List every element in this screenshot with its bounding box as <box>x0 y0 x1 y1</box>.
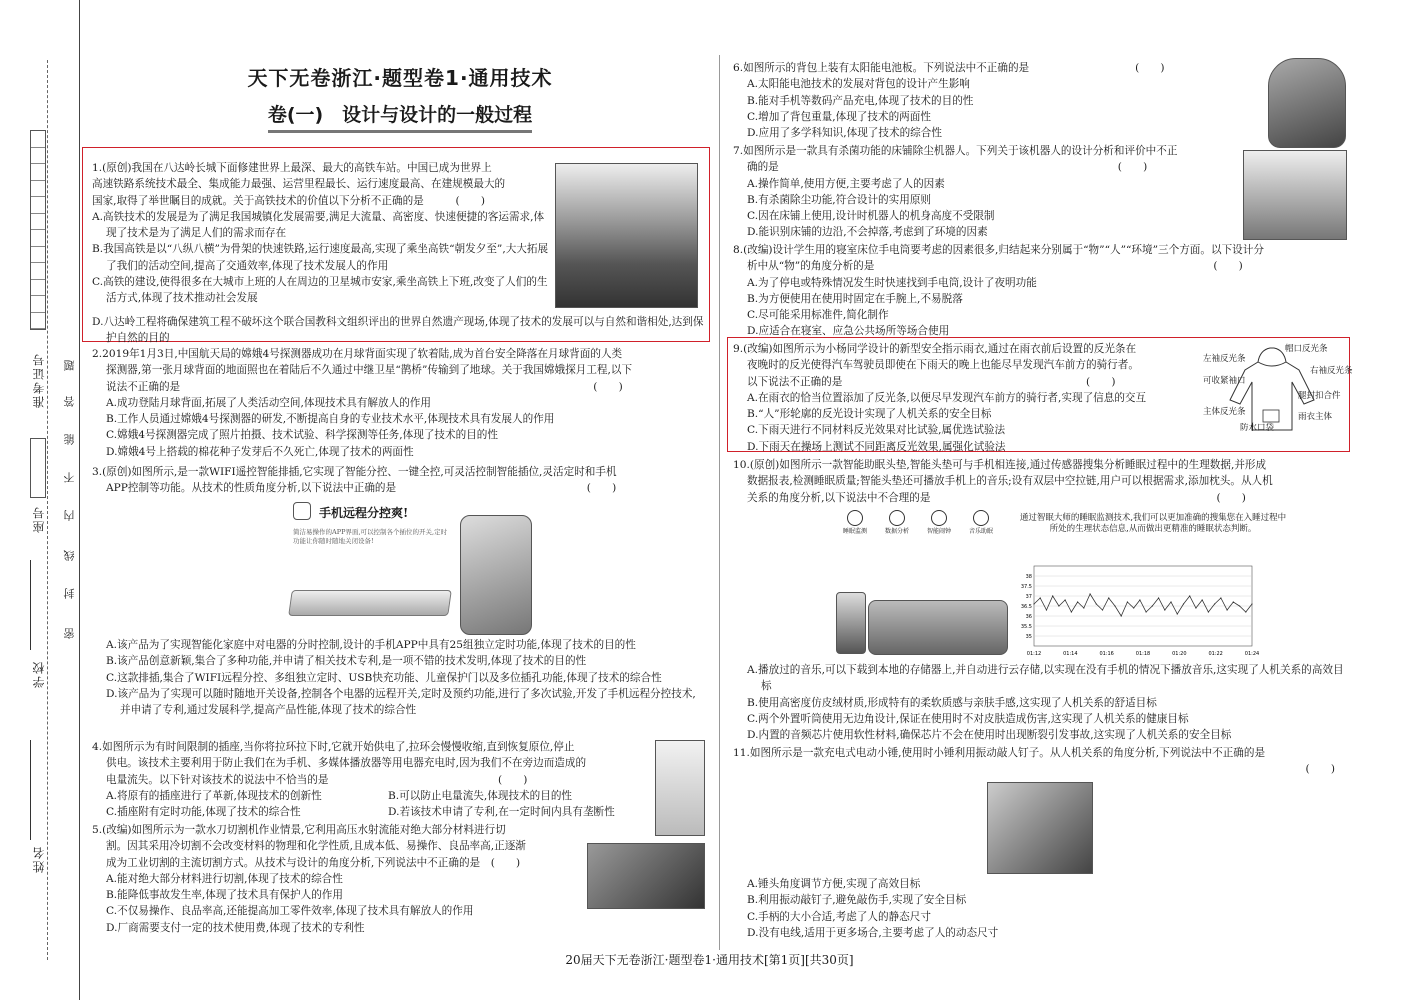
option: B.我国高铁是以“八纵八横”为骨架的快速铁路,运行速度最高,实现了乘坐高铁“朝发夕至”,大大拓展了我们的活动空间,提高了交通效率,体现了技术发展人的作用 <box>92 243 549 272</box>
option: A.能对绝大部分材料进行切割,体现了技术的综合性 <box>106 872 343 885</box>
option: D.若该技术申请了专利,在一定时间内具有垄断性 <box>388 806 615 819</box>
option: B.利用振动敲钉子,避免敲伤手,实现了安全目标 <box>747 894 967 907</box>
seal-char: 答 <box>63 396 76 407</box>
data-point <box>1102 609 1103 610</box>
data-point <box>1195 607 1196 608</box>
question-5: 5.(改编)如图所示为一款水刀切割机作业情景,它利用高压水射流能对绝大部分材料进行切 割。因其采用冷切割不会改变材料的物理和化学性质,且成本低、易操作、良品率高,正逐渐 成为工业切割的主流切割方式。从技术与设计的角度分析,下列说法中不正确的是 ( ) A.能对绝大部分材料进行切割,体现了技术的综合性 B.能降低事故发生率,体现了技术具有保护人的作用 C.不仅易操作、良品率高,还能提高加工零件效率,体现了技术具有解放人的作用 D.厂商需要支付一定的技术使用费,体现了技术的专利性 <box>92 822 592 936</box>
data-point <box>1183 603 1184 604</box>
sleep-pillow-image <box>868 600 1008 655</box>
data-point <box>1146 611 1147 612</box>
x-tick-label: 01:20 <box>1172 651 1187 657</box>
label-cuff: 可收紧袖口 <box>1203 376 1246 386</box>
question-4-options-b-d <box>388 788 668 821</box>
data-point <box>1208 611 1209 612</box>
option: D.应用了多学科知识,体现了技术的综合性 <box>747 127 942 140</box>
question-9: 9.(改编)如图所示为小杨同学设计的新型安全指示雨衣,通过在雨衣前后设置的反光条在 夜晚时的反光使得汽车驾驶员即使在下雨天的晚上也能尽早发现汽车前方的骑行者。 以下说法不正确的是 ( ) A.在雨衣的恰当位置添加了反光条,以便尽早发现汽车前方的骑行者,实现了信息的交互 B.“人”形轮廓的反光设计实现了人机关系的安全目标 C.下雨天进行不同材料反光效果对比试验,属优选试验法 D.下雨天在操场上测试不同距离反光效果,属强化试验法 <box>733 341 1203 455</box>
data-point <box>1139 599 1140 600</box>
x-tick-label: 01:18 <box>1135 651 1151 657</box>
option: A.太阳能电池技术的发展对背包的设计产生影响 <box>747 78 970 91</box>
option: A.锤头角度调节方便,实现了高效目标 <box>747 878 921 890</box>
question-4-options-a-c <box>106 788 386 821</box>
sleep-data-chart <box>1012 562 1260 660</box>
data-point <box>1164 609 1165 610</box>
y-tick-label: 37.5 <box>1020 584 1032 590</box>
data-point <box>1114 605 1115 606</box>
page-title: 天下无卷浙江·题型卷1·通用技术 <box>247 66 553 90</box>
option: B.为方便使用在使用时固定在手腕上,不易脱落 <box>747 292 963 305</box>
option: D.厂商需要支付一定的技术使用费,体现了技术的专利性 <box>106 921 365 934</box>
option: B.“人”形轮廓的反光设计实现了人机关系的安全目标 <box>747 408 992 421</box>
data-point <box>1202 599 1203 600</box>
y-tick-label: 36.5 <box>1020 604 1032 610</box>
seal-char: 不 <box>63 472 76 483</box>
data-point <box>1046 609 1047 610</box>
option: C.不仅易操作、良品率高,还能提高加工零件效率,体现了技术具有解放人的作用 <box>106 905 474 918</box>
question-4: 4.如图所示为有时间限制的插座,当你将拉环拉下时,它就开始供电了,拉环会慢慢收缩,直到恢复原位,停止 供电。该技术主要利用于防止我们在为手机、多媒体播放器等用电器充电时,因为我们不在旁边而造成的 电量流失。以下针对该技术的说法中不恰当的是 ( ) <box>92 741 587 786</box>
option: B.该产品创意新颖,集合了多种功能,并申请了相关技术专利,是一项不错的技术发明,体现了技术的目的性 <box>106 655 587 668</box>
power-strip <box>288 590 452 616</box>
data-point <box>1220 597 1221 598</box>
option: D.应适合在寝室、应急公共场所等场合使用 <box>747 325 950 338</box>
option: C.高铁的建设,使得很多在大城市上班的人在周边的卫星城市安家,乘坐高铁上下班,改变了人们的生活方式,体现了技术推动社会发展 <box>92 276 548 305</box>
y-tick-label: 35.5 <box>1020 624 1032 630</box>
label-left-sleeve: 左袖反光条 <box>1203 354 1246 364</box>
data-point <box>1089 593 1090 594</box>
label-right-sleeve: 右袖反光条 <box>1310 366 1353 376</box>
data-point <box>1058 605 1059 606</box>
solar-backpack-image <box>1268 58 1346 148</box>
y-tick-label: 35 <box>1025 634 1032 640</box>
option: A.高铁技术的发展是为了满足我国城镇化发展需要,满足大流量、高密度、快速便捷的客运需求,体现了技术是为了满足人们的需求而存在 <box>92 210 545 240</box>
option: D.该产品为了实现可以随时随地开关设备,控制各个电器的远程开关,定时及预约功能,进行了多次试验,开发了手机远程分控技术,并申请了专利,通过发展科学,提高产品性能,体现了技术的综合性 <box>106 687 696 717</box>
sleep-note: 通过智眠大师的睡眠监测技术,我们可以更加准确的搜集您在入睡过程中所处的生理状态信息,从而做出更精准的睡眠状态判断。 <box>1019 513 1287 534</box>
question-7: 7.如图所示是一款具有杀菌功能的床铺除尘机器人。下列关于该机器人的设计分析和评价中不正 确的是 ( ) A.操作简单,使用方便,主要考虑了人的因素 B.有杀菌除尘功能,符合设计的实用原则 C.因在床铺上使用,设计时机器人的机身高度不受限制 D.能识别床铺的边沿,不会掉落,考虑到了环境的因素 <box>733 143 1243 241</box>
data-point <box>1096 603 1097 604</box>
label-main-reflector: 主体反光条 <box>1203 407 1246 417</box>
data-point <box>1071 611 1072 612</box>
music-icon: 音乐助眠 <box>961 510 1001 535</box>
option: C.手柄的大小合适,考虑了人的静态尺寸 <box>747 910 931 923</box>
data-point <box>1170 601 1171 602</box>
question-2: 2.2019年1月3日,中国航天局的嫦娥4号探测器成功在月球背面实现了软着陆,成为首台安全降落在月球背面的人类 探测器,第一张月球背面的地面照也在着陆后不久通过中继卫星“鹊桥”传输到了地球。关于我国嫦娥探月工程,以下 说法不正确的是 ( ) A.成功登陆月球背面,拓展了人类活动空间,体现技术具有解放人的作用 B.工作人员通过嫦娥4号探测器的研发,不断提高自身的专业技术水平,体现技术具有发展人的作用 C.嫦娥4号探测器完成了照片拍摄、技术试验、科学探测等任务,体现了技术的目的性 D.嫦娥4号上搭载的棉花种子发芽后不久死亡,体现了技术的两面性 <box>92 346 704 460</box>
page-footer: 20届天下无卷浙江·题型卷1·通用技术[第1页][共30页] <box>565 953 854 967</box>
data-point <box>1189 595 1190 596</box>
question-11-options <box>733 876 1345 941</box>
exam-id-label: 准考证号 <box>32 352 46 408</box>
data-point <box>1214 603 1215 604</box>
option: A.操作简单,使用方便,主要考虑了人的因素 <box>747 177 945 190</box>
data-point <box>1077 601 1078 602</box>
question-3-options <box>92 637 704 718</box>
image-note: 简洁易操作的APP界面,可以控制各个插位的开关,定时功能让你随时随地关闭设备! <box>293 528 448 545</box>
question-3: 3.(原创)如图所示,是一款WIFI遥控智能排插,它实现了智能分控、一键全控,可灵活控制智能插位,灵活定时和手机 APP控制等功能。从技术的性质角度分析,以下说法中正确的是 ( ) <box>92 466 617 495</box>
option: B.工作人员通过嫦娥4号探测器的研发,不断提高自身的专业技术水平,体现技术具有发展人的作用 <box>106 413 555 426</box>
option: D.能识别床铺的边沿,不会掉落,考虑到了环境的因素 <box>747 226 988 239</box>
data-point <box>1233 601 1234 602</box>
column-divider <box>719 55 720 950</box>
binding-sidebar <box>0 0 80 1000</box>
y-tick-label: 37 <box>1025 594 1032 600</box>
x-tick-label: 01:24 <box>1244 651 1260 657</box>
sleep-monitor-icon: 睡眠监测 <box>835 510 875 535</box>
seat-label: 座号 <box>32 505 46 533</box>
question-6: 6.如图所示的背包上装有太阳能电池板。下列说法中不正确的是 ( ) A.太阳能电池技术的发展对背包的设计产生影响 B.能对手机等数码产品充电,体现了技术的目的性 C.增加了背包重量,体现了技术的两面性 D.应用了多学科知识,体现了技术的综合性 <box>733 60 1253 141</box>
school-line[interactable] <box>30 560 31 650</box>
data-point <box>1052 595 1053 596</box>
school-label: 学校 <box>32 660 46 688</box>
data-point <box>1040 597 1041 598</box>
question-1: 1.(原创)我国在八达岭长城下面修建世界上最深、最大的高铁车站。中国已成为世界上 高速铁路系统技术最全、集成能力最强、运营里程最长、运行速度最高、在建规模最大的 国家,取得了举世瞩目的成就。关于高铁技术的价值以下分析不正确的是 ( ) A.高铁技术的发展是为了满足我国城镇化发展需要,满足大流量、高密度、快速便捷的客运需求,体现了技术是为了满足人们的需求而存在 B.我国高铁是以“八纵八横”为骨架的快速铁路,运行速度最高,实现了乘坐高铁“朝发夕至”,大大拓展了我们的活动空间,提高了交通效率,体现了技术发展人的作用 C.高铁的建设,使得很多在大城市上班的人在周边的卫星城市安家,乘坐高铁上下班,改变了人们的生活方式,体现了技术推动社会发展 <box>92 160 552 307</box>
option: D.没有电线,适用于更多场合,主要考虑了人的动态尺寸 <box>747 926 999 939</box>
phone-icon <box>293 502 311 520</box>
name-label: 姓名 <box>32 845 46 873</box>
option: B.能对手机等数码产品充电,体现了技术的目的性 <box>747 94 974 107</box>
data-point <box>1133 607 1134 608</box>
data-point <box>1177 613 1178 614</box>
data-analysis-icon: 数据分析 <box>877 510 917 535</box>
exam-id-boxes[interactable] <box>30 130 46 330</box>
option: C.尽可能采用标准件,简化制作 <box>747 309 889 322</box>
option: B.可以防止电量流失,体现技术的目的性 <box>388 790 573 802</box>
option: C.嫦娥4号探测器完成了照片拍摄、技术试验、科学探测等任务,体现了技术的目的性 <box>106 429 498 442</box>
data-point <box>1158 597 1159 598</box>
phone-image <box>836 592 866 654</box>
option: D.嫦娥4号上搭载的棉花种子发芽后不久死亡,体现了技术的两面性 <box>106 445 414 458</box>
name-line[interactable] <box>30 740 31 840</box>
label-leg-fastener: 腿封扣合件 <box>1298 391 1341 401</box>
data-point <box>1245 611 1246 612</box>
x-tick-label: 01:14 <box>1063 651 1078 657</box>
data-point <box>1083 607 1084 608</box>
option: A.在雨衣的恰当位置添加了反光条,以便尽早发现汽车前方的骑行者,实现了信息的交互 <box>747 391 1147 404</box>
alarm-clock-icon: 智能闹钟 <box>919 510 959 535</box>
option: C.因在床铺上使用,设计时机器人的机身高度不受限制 <box>747 210 995 223</box>
option: B.有杀菌除尘功能,符合设计的实用原则 <box>747 193 932 206</box>
label-hood-reflector: 帽口反光条 <box>1285 344 1328 354</box>
seal-char: 密 <box>63 628 76 639</box>
seal-char: 题 <box>63 360 76 371</box>
data-point <box>1121 615 1122 616</box>
option: D.下雨天在操场上测试不同距离反光效果,属强化试验法 <box>747 440 1006 453</box>
electric-hammer-image <box>987 782 1093 874</box>
seal-char: 线 <box>63 550 76 561</box>
data-point <box>1108 597 1109 598</box>
option: A.该产品为了实现智能化家庭中对电器的分时控制,设计的手机APP中具有25组独立定时功能,体现了技术的目的性 <box>106 639 636 651</box>
x-tick-label: 01:22 <box>1208 651 1223 657</box>
seal-line <box>47 60 48 960</box>
option: B.能降低事故发生率,体现了技术具有保护人的作用 <box>106 889 343 902</box>
high-speed-train-image <box>555 163 698 308</box>
timed-socket-image <box>655 740 705 836</box>
bed-robot-image <box>1243 150 1347 240</box>
option: C.这款排插,集合了WIFI远程分控、多组独立定时、USB快充功能、儿童保护门以及多位插孔功能,体现了技术的综合性 <box>106 671 662 684</box>
data-point <box>1127 601 1128 602</box>
data-point <box>1239 605 1240 606</box>
data-point <box>1251 603 1252 604</box>
data-point <box>1152 605 1153 606</box>
x-tick-label: 01:16 <box>1099 651 1114 657</box>
label-body: 雨衣主体 <box>1298 412 1333 422</box>
question-1-option-d: D.八达岭工程将确保建筑工程不破坏这个联合国教科文组织评出的世界自然遗产现场,体现了技术的发展可以与自然和谐相处,达到保护自然的目的 <box>92 316 704 345</box>
waterjet-cutter-image <box>587 843 705 909</box>
seat-box[interactable] <box>30 438 46 498</box>
option: B.使用高密度仿皮绒材质,形成特有的柔软质感与亲肤手感,这实现了人机关系的舒适目标 <box>747 696 1157 709</box>
feature-icons <box>835 510 1005 546</box>
phone-app-image <box>460 515 532 635</box>
y-tick-label: 38 <box>1025 574 1032 580</box>
option: A.播放过的音乐,可以下载到本地的存储器上,并自动进行云存储,以实现在没有手机的情况下播放音乐,这实现了人机关系的高效目标 <box>747 664 1344 693</box>
data-point <box>1033 603 1034 604</box>
question-8: 8.(改编)设计学生用的寝室床位手电筒要考虑的因素很多,归结起来分别属于“物”“人”“环境”三个方面。以下设计分 析中从“物”的角度分析的是 ( ) A.为了停电或特殊情况发生时快速找到手电筒,设计了夜明功能 B.为方便使用在使用时固定在手腕上,不易脱落 C.尽可能采用标准件,简化制作 D.应适合在寝室、应急公共场所等场合使用 <box>733 242 1345 340</box>
option: A.为了停电或特殊情况发生时快速找到手电筒,设计了夜明功能 <box>747 276 1037 289</box>
image-caption: 手机远程分控爽! <box>319 506 409 520</box>
series-line <box>1034 594 1252 616</box>
option: C.增加了背包重量,体现了技术的两面性 <box>747 110 931 123</box>
option: A.成功登陆月球背面,拓展了人类活动空间,体现技术具有解放人的作用 <box>106 396 431 409</box>
x-tick-label: 01:12 <box>1026 651 1042 657</box>
y-tick-label: 36 <box>1025 614 1032 620</box>
data-point <box>1226 609 1227 610</box>
seal-char: 封 <box>63 588 76 599</box>
question-10: 10.(原创)如图所示一款智能助眠头垫,智能头垫可与手机相连接,通过传感器搜集分析睡眠过程中的生理数据,并形成 数据报表,检测睡眠质量;智能头垫还可播放手机上的音乐;设有双层中空拉链,用户可以根据需求,添加枕头。从人机 关系的角度分析,以下说法中不合理的是 ( ) <box>733 459 1273 504</box>
option: D.内置的音频芯片使用软性材料,确保芯片不会在使用时出现断裂引发事故,这实现了人机关系的安全目标 <box>747 729 1232 742</box>
question-11: 11.如图所示是一款充电式电动小锤,使用时小锤利用振动敲人钉子。从人机关系的角度分析,下列说法中不正确的是 ( ) <box>733 747 1335 776</box>
question-10-options <box>733 662 1345 743</box>
option: C.下雨天进行不同材料反光效果对比试验,属优选试验法 <box>747 424 1006 437</box>
seal-char: 能 <box>63 434 76 445</box>
data-point <box>1065 599 1066 600</box>
label-pocket: 防水口袋 <box>1240 423 1275 433</box>
option: A.将原有的插座进行了革新,体现技术的创新性 <box>106 790 322 802</box>
option: C.两个外置听筒使用无边角设计,保证在使用时不对皮肤造成伤害,这实现了人机关系的健康目标 <box>747 712 1189 725</box>
option: C.插座附有定时功能,体现了技术的综合性 <box>106 806 301 819</box>
page-subtitle: 卷(一) 设计与设计的一般过程 <box>90 100 710 133</box>
seal-char: 内 <box>63 510 76 521</box>
